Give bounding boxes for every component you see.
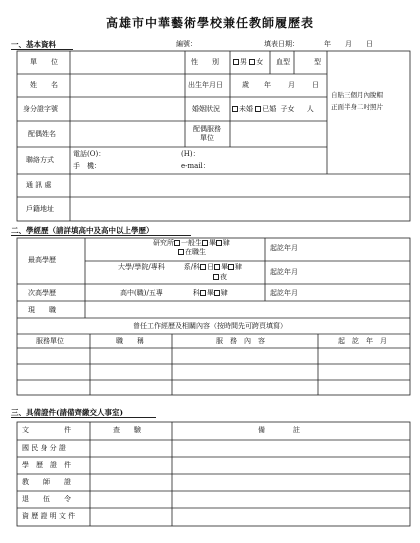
exp-col-period: 起 訖 年 月	[338, 337, 387, 345]
birth-month: 月	[288, 81, 295, 89]
doc-row-teacher-cert: 教 師 證	[22, 478, 71, 486]
marital-status-label: 婚姻狀況	[192, 105, 220, 113]
fill-date-label: 填表日期：	[264, 40, 299, 48]
university-label: 大學/學院/專科	[118, 263, 165, 271]
email-label: e-mail：	[181, 162, 210, 170]
page-title: 高雄市中華藝術學校兼任教師履歷表	[105, 16, 314, 30]
birth-day: 日	[312, 81, 319, 89]
section-education-heading: 二、學經歷（請詳填高中及高中以上學歷）	[11, 226, 154, 235]
fill-date-day: 日	[366, 40, 373, 48]
phone-o-label: 電話(O)：	[73, 150, 106, 158]
section-documents-heading: 三、具備證件(請備齊繳交人事室)	[11, 408, 124, 417]
gender-label: 性 別	[191, 58, 219, 66]
birth-date-label: 出生年月日	[188, 81, 223, 89]
highest-edu-label: 最高學歷	[28, 256, 56, 264]
second-edu-label: 次高學歷	[28, 289, 56, 297]
unit-label: 單 位	[30, 58, 58, 66]
current-job-label: 現 職	[28, 306, 56, 314]
exp-col-title: 職 稱	[116, 337, 144, 345]
doc-row-edu-cert: 學 歷 證 件	[22, 461, 71, 469]
children-label: 子女	[280, 105, 295, 113]
photo-instruction-line1: 自貼三個月內脫帽	[331, 91, 383, 99]
female-label: 女	[256, 58, 264, 66]
experience-title: 曾任工作經歷及相關內容（按時間先可跨頁填寫）	[133, 322, 287, 330]
married-label: 已婚	[262, 105, 277, 113]
blood-type-unit: 型	[314, 58, 321, 66]
children-unit: 人	[306, 105, 314, 113]
dept-label: 系/科	[183, 263, 201, 271]
birth-year: 年	[264, 81, 271, 89]
doc-col-document: 文 件	[22, 426, 71, 434]
dept2-label: 科	[192, 289, 200, 297]
spouse-unit-label: 單位	[200, 134, 214, 142]
day-label: 日	[207, 263, 215, 271]
photo-instruction-line2: 正面半身二吋照片	[331, 103, 383, 111]
doc-col-remark: 備 註	[258, 426, 300, 434]
on-job-label: 在職生	[185, 248, 206, 256]
hs-graduated-label: 畢	[206, 289, 214, 297]
high-school-label: 高中(職)/五專	[120, 289, 163, 297]
completed-label: 肄	[223, 239, 230, 247]
id-number-label: 身分證字號	[23, 105, 58, 113]
mobile-label: 手 機：	[73, 162, 101, 170]
section-basic-info-heading: 一、基本資料	[11, 40, 56, 49]
period-label-uni: 起訖年月	[270, 268, 298, 276]
period-label-hs: 起訖年月	[270, 289, 298, 297]
hs-completed-label: 肄	[220, 289, 228, 297]
fill-date-year: 年	[324, 40, 331, 48]
serial-label: 編號：	[176, 40, 197, 48]
grad-school-label: 研究所	[153, 239, 174, 247]
male-label: 男	[240, 58, 247, 66]
doc-row-id-card: 國 民 身 分 證	[22, 444, 66, 452]
spouse-name-label: 配偶姓名	[28, 130, 56, 138]
blood-type-label: 血型	[276, 58, 290, 66]
phone-h-label: (H)：	[181, 150, 200, 158]
spouse-service-label: 配偶服務	[193, 125, 221, 133]
graduated-label: 畢	[209, 239, 216, 247]
general-label: 一般生	[181, 239, 202, 247]
doc-row-discharge: 退 伍 令	[22, 495, 71, 503]
mail-address-label: 通 訊 處	[26, 181, 52, 189]
fill-date-month: 月	[345, 40, 352, 48]
name-label: 姓 名	[30, 81, 58, 89]
household-address-label: 戶籍地址	[26, 205, 54, 213]
exp-col-content: 服 務 內 容	[216, 337, 265, 345]
doc-col-check: 查 驗	[113, 426, 141, 434]
exp-col-unit: 服務單位	[36, 337, 64, 345]
period-label-grad: 起訖年月	[270, 244, 298, 252]
doc-row-experience-proof: 資 歷 證 明 文 件	[22, 512, 76, 520]
age-unit: 歲	[242, 81, 249, 89]
uni-completed-label: 肄	[235, 263, 243, 271]
unmarried-label: 未婚	[239, 105, 253, 113]
uni-graduated-label: 畢	[221, 263, 229, 271]
night-label: 夜	[220, 273, 227, 281]
contact-label: 聯絡方式	[26, 156, 54, 164]
